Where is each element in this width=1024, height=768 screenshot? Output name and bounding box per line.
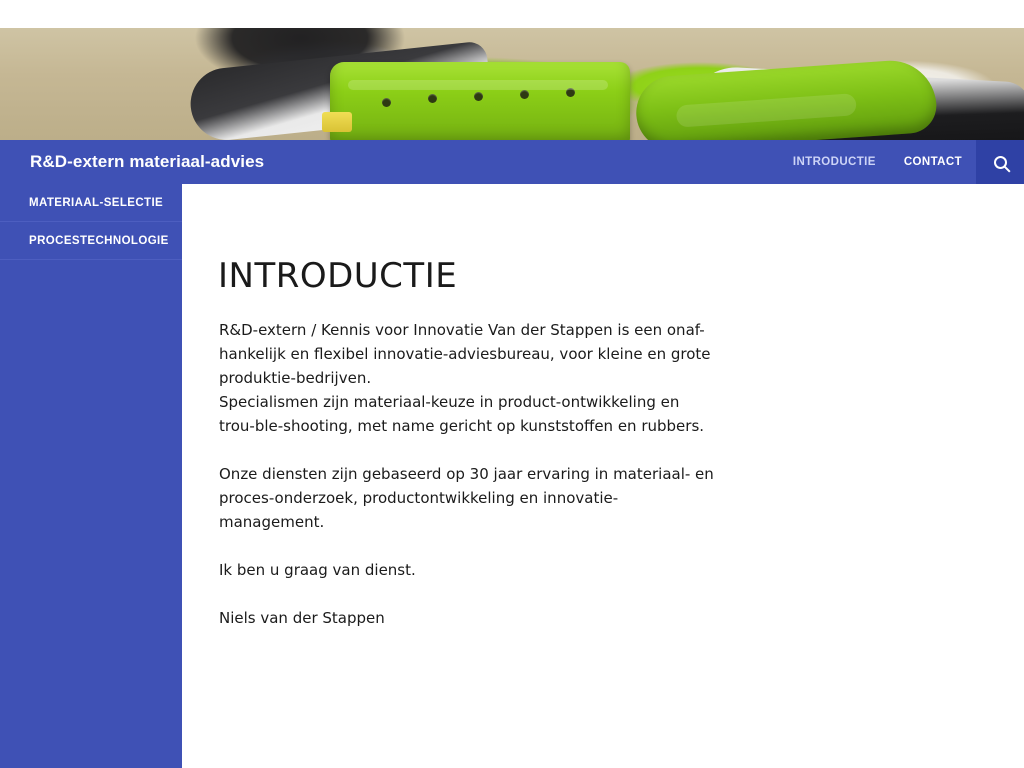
- site-header: [0, 140, 1024, 184]
- site-title: R&D-extern materiaal-advies: [30, 152, 265, 171]
- hero-mold-dot: [428, 94, 437, 103]
- top-white-strip: [0, 0, 1024, 28]
- search-toggle-button[interactable]: [976, 140, 1024, 184]
- hero-banner-image: [0, 28, 1024, 140]
- paragraph-diensten: Onze diensten zijn gebaseerd op 30 jaar ervaring in materiaal- en proces-onderzoek, productontwikkeling en innovatie-management.: [219, 465, 714, 531]
- primary-navigation: [779, 140, 1024, 184]
- nav-item-contact[interactable]: CONTACT: [903, 156, 962, 168]
- paragraph-spacer: [219, 534, 719, 558]
- hero-yellow-cap: [322, 112, 352, 132]
- paragraph-signature: Niels van der Stappen: [219, 609, 385, 627]
- paragraph-closing: Ik ben u graag van dienst.: [219, 561, 416, 579]
- search-icon: [994, 156, 1007, 169]
- hero-mold-dot: [474, 92, 483, 101]
- paragraph-spacer: [219, 582, 719, 606]
- sidebar-item-materiaal-selectie[interactable]: MATERIAAL-SELECTIE: [0, 184, 182, 222]
- paragraph-spacer: [219, 438, 719, 462]
- article-body: [219, 318, 719, 630]
- hero-mold-dot: [382, 98, 391, 107]
- paragraph-intro-1: R&D-extern / Kennis voor Innovatie Van der Stappen is een onaf-hankelijk en flexibel innovatie-adviesbureau, voor kleine en grote produktie-bedrijven.: [219, 321, 711, 387]
- paragraph-intro-2: Specialismen zijn materiaal-keuze in product-ontwikkeling en trou-ble-shooting, met name gericht op kunststoffen en rubbers.: [219, 393, 705, 435]
- hero-mold-dot: [566, 88, 575, 97]
- sidebar-item-procestechnologie[interactable]: PROCESTECHNOLOGIE: [0, 222, 182, 260]
- page-title: INTRODUCTIE: [218, 256, 458, 296]
- hero-mold-dot: [520, 90, 529, 99]
- main-content: [182, 184, 1024, 768]
- sidebar: [0, 184, 182, 768]
- hero-green-mold-center: [330, 62, 630, 140]
- nav-item-introductie[interactable]: INTRODUCTIE: [792, 156, 876, 168]
